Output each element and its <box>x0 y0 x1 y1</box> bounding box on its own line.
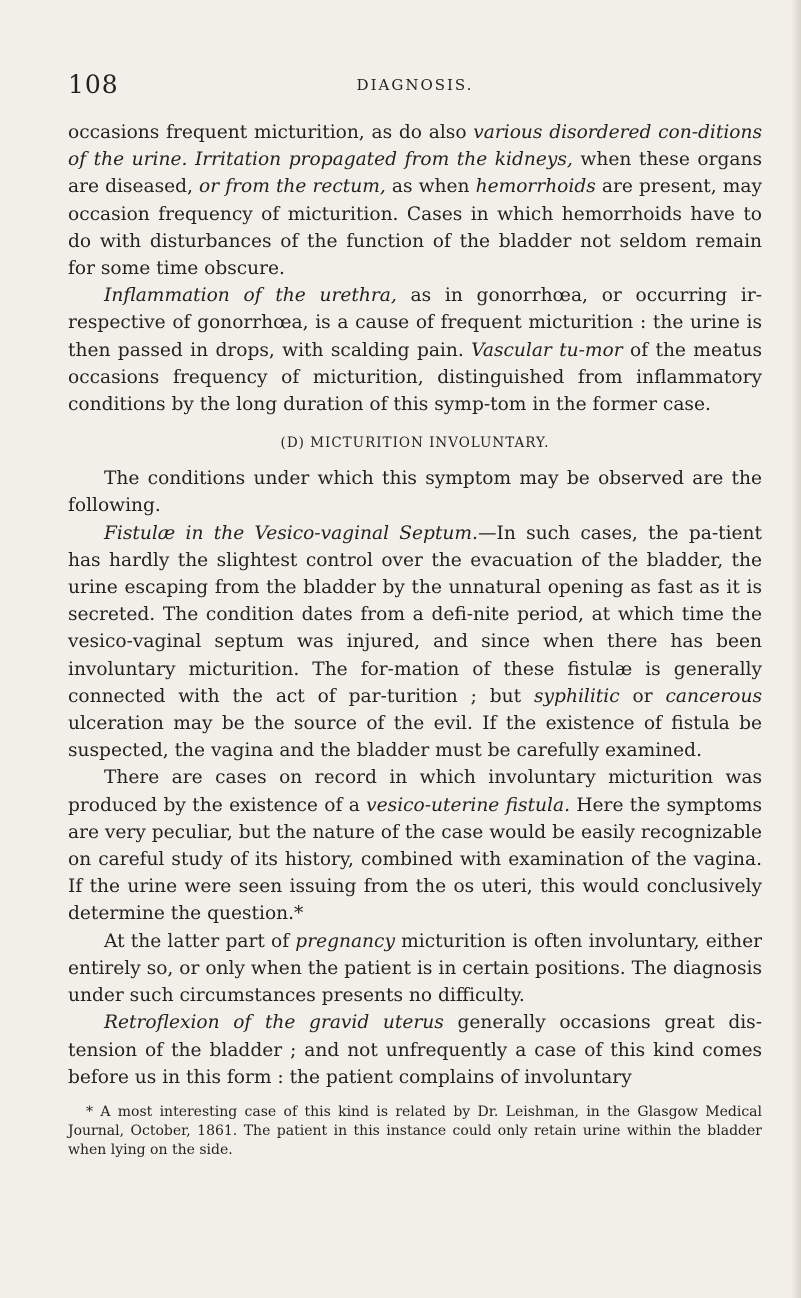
italic-run: cancerous <box>665 685 763 707</box>
text-run: occasions frequent micturition, as do also <box>68 122 474 143</box>
paragraph-5 <box>68 764 762 927</box>
section-heading: (D) MICTURITION INVOLUNTARY. <box>280 435 550 452</box>
text-run: There are cases on record in which involuntary micturition was produced by the existence of a <box>68 767 762 816</box>
italic-run: or from the rectum, <box>199 176 386 198</box>
text-run: Here the symptoms are very peculiar, but the nature of the case would be easily recognizable on careful study of its history, combined with examination of the vagina. If the urine were seen issuing from the os uteri, this would conclusively determine the question.* <box>68 794 763 925</box>
text-run <box>187 149 195 170</box>
italic-run: pregnancy <box>295 930 395 952</box>
text-run: —In such cases, the pa-tient has hardly the slightest control over the evacuation of the bladder, the urine escaping from the bladder by the unnatural opening as fast as it is secreted. The condition dates from a defi-nite period, at which time the vesico-vaginal septum was injured, and since when there has been involuntary micturition. The for-mation of these fistulæ is generally connected with the act of par-turition ; but <box>68 522 762 707</box>
text-run: generally occasions great dis-tension of the bladder ; and not unfrequently a case of this kind comes before us in this form : the patient complains of involuntary <box>68 1012 762 1088</box>
text-run: At the latter part of <box>104 930 296 952</box>
running-title: DIAGNOSIS. <box>356 76 474 94</box>
text-run: of the meatus occasions frequency of micturition, distinguished from inflammatory conditions by the long duration of this symp-tom in the former case. <box>68 339 763 416</box>
italic-run: Inflammation of the urethra, <box>104 285 397 307</box>
page-body <box>68 119 762 1160</box>
italic-run: syphilitic <box>534 685 620 707</box>
text-run: ulceration may be the source of the evil. If the existence of fistula be suspected, the vagina and the bladder must be carefully examined. <box>68 713 762 762</box>
text-run: when these organs are diseased, <box>68 149 763 198</box>
italic-run: hemorrhoids <box>475 176 596 198</box>
text-run: as in gonorrhœa, or occurring ir-respective of gonorrhœa, is a cause of frequent micturition : the urine is then passed in drops, with scalding pain. <box>68 285 762 361</box>
italic-run: Fistulæ in the Vesico-vaginal Septum. <box>104 522 478 544</box>
paragraph-3: The conditions under which this symptom may be observed are the following. <box>68 468 762 517</box>
text-run: micturition is often involuntary, either entirely so, or only when the patient is in certain positions. The diagnosis under such circumstances presents no difficulty. <box>68 930 762 1007</box>
footnote: * A most interesting case of this kind is related by Dr. Leishman, in the Glasgow Medical Journal, October, 1861. The patient in this instance could only retain urine within the bladder when lying on the side. <box>68 1103 762 1158</box>
running-head <box>68 70 762 100</box>
paragraph-4 <box>68 520 762 765</box>
italic-run: Vascular tu-mor <box>471 339 623 361</box>
text-run: or <box>619 685 666 707</box>
page-edge-shadow <box>791 0 801 1298</box>
paragraph-6 <box>68 928 762 1010</box>
italic-run: Irritation propagated from the kidneys, <box>194 149 573 171</box>
paragraph-2 <box>68 282 762 418</box>
paragraph-7 <box>68 1009 762 1091</box>
italic-run: Retroflexion of the gravid uterus <box>104 1012 444 1034</box>
italic-run: various disordered con-ditions of the urine. <box>68 122 762 171</box>
page-number: 108 <box>68 70 119 99</box>
text-run: as when <box>385 176 476 198</box>
italic-run: vesico-uterine fistula. <box>366 794 570 816</box>
paragraph-1 <box>68 119 762 282</box>
text-run: are present, may occasion frequency of micturition. Cases in which hemorrhoids have to do with disturbances of the function of the bladder not seldom remain for some time obscure. <box>68 176 763 280</box>
